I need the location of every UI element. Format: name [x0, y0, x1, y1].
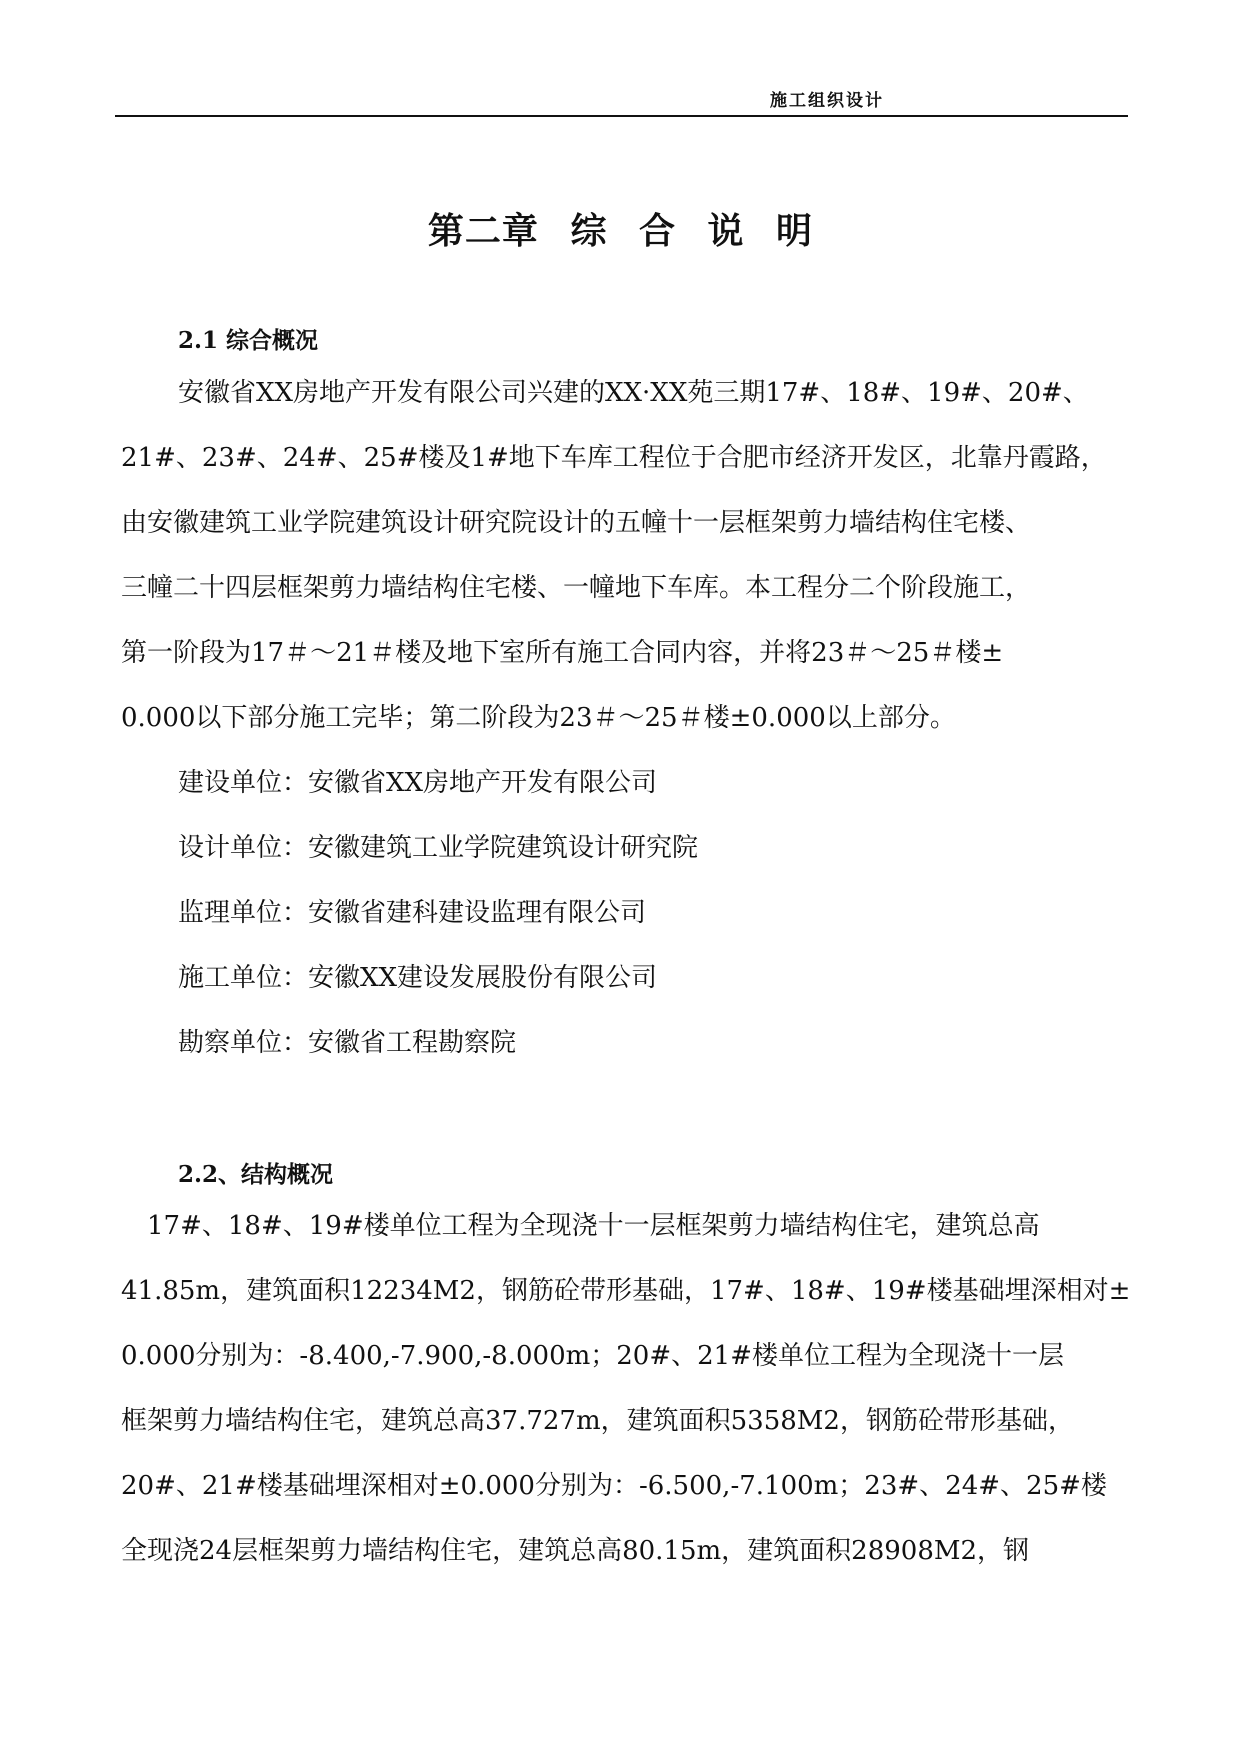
header-divider [115, 115, 1128, 117]
unit-survey: 勘察单位：安徽省工程勘察院 [178, 1028, 517, 1058]
paragraph-line: 41.85m，建筑面积12234M2，钢筋砼带形基础，17#、18#、19#楼基础埋深相对± [121, 1276, 1131, 1306]
paragraph-line: 21#、23#、24#、25#楼及1#地下车库工程位于合肥市经济开发区，北靠丹霞路， [121, 443, 1107, 473]
section-heading-overview: 2.1 综合概况 [178, 327, 319, 354]
unit-contractor: 施工单位：安徽XX建设发展股份有限公司 [178, 963, 658, 993]
paragraph-line: 17#、18#、19#楼单位工程为全现浇十一层框架剪力墙结构住宅，建筑总高 [147, 1211, 1040, 1241]
paragraph-line: 三幢二十四层框架剪力墙结构住宅楼、一幢地下车库。本工程分二个阶段施工， [121, 573, 1032, 603]
page-header: 施工组织设计 [770, 91, 884, 111]
paragraph-line: 全现浇24层框架剪力墙结构住宅，建筑总高80.15m，建筑面积28908M2，钢 [121, 1536, 1030, 1566]
section-heading-structure: 2.2、结构概况 [178, 1161, 334, 1188]
chapter-title: 第二章 综 合 说 明 [427, 211, 814, 252]
paragraph-line: 框架剪力墙结构住宅，建筑总高37.727m，建筑面积5358M2，钢筋砼带形基础， [121, 1406, 1074, 1436]
paragraph-line: 由安徽建筑工业学院建筑设计研究院设计的五幢十一层框架剪力墙结构住宅楼、 [121, 508, 1032, 538]
paragraph-line: 0.000以下部分施工完毕；第二阶段为23＃～25＃楼±0.000以上部分。 [121, 703, 956, 733]
paragraph-line: 0.000分别为：-8.400,-7.900,-8.000m；20#、21#楼单位工程为全现浇十一层 [121, 1341, 1065, 1371]
unit-supervision: 监理单位：安徽省建科建设监理有限公司 [178, 898, 647, 928]
unit-design: 设计单位：安徽建筑工业学院建筑设计研究院 [178, 833, 699, 863]
paragraph-line: 第一阶段为17＃～21＃楼及地下室所有施工合同内容，并将23＃～25＃楼± [121, 638, 1004, 668]
paragraph-line: 20#、21#楼基础埋深相对±0.000分别为：-6.500,-7.100m；23#、24#、25#楼 [121, 1471, 1107, 1501]
unit-construction: 建设单位：安徽省XX房地产开发有限公司 [178, 768, 658, 798]
paragraph-line: 安徽省XX房地产开发有限公司兴建的XX·XX苑三期17#、18#、19#、20#、 [178, 378, 1089, 408]
